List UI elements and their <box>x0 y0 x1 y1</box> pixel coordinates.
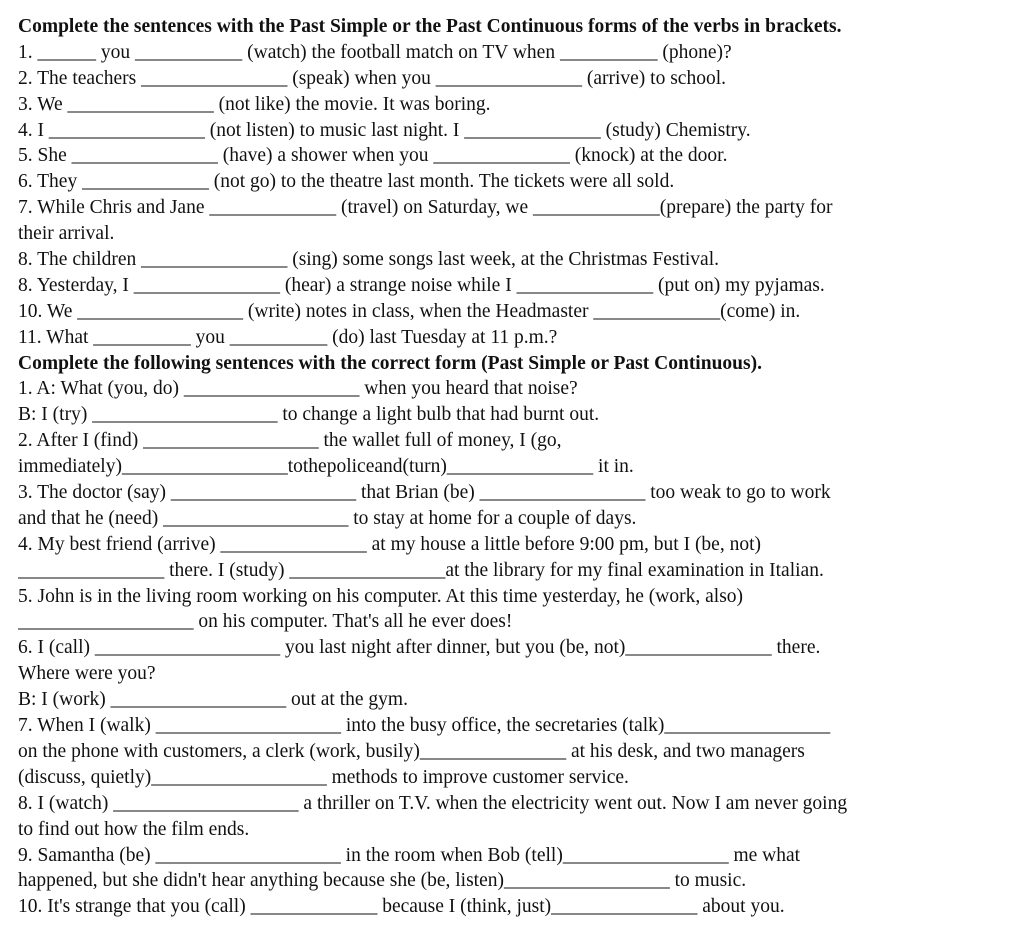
s2-line-5: 3. The doctor (say) ___________________ that Brian (be) _________________ too weak to go to work <box>18 482 831 504</box>
s2-line-6: and that he (need) ___________________ to stay at home for a couple of days. <box>18 507 637 529</box>
s1-line-12: 11. What __________ you __________ (do) last Tuesday at 11 p.m.? <box>18 326 558 348</box>
s2-line-12: Where were you? <box>18 663 156 685</box>
s2-line-17: 8. I (watch) ___________________ a thriller on T.V. when the electricity went out. Now I am never going <box>18 792 848 814</box>
s2-line-8: _______________ there. I (study) ________________at the library for my final examination in Italian. <box>18 559 824 581</box>
section1-instruction: Complete the sentences with the Past Simple or the Past Continuous forms of the verbs in brackets. <box>18 16 842 37</box>
section2-instruction: Complete the following sentences with the correct form (Past Simple or Past Continuous). <box>18 352 762 374</box>
s2-line-18: to find out how the film ends. <box>18 818 250 840</box>
s2-line-9: 5. John is in the living room working on his computer. At this time yesterday, he (work, also) <box>18 585 744 607</box>
s2-line-15: on the phone with customers, a clerk (work, busily)_______________ at his desk, and two managers <box>18 740 805 762</box>
s1-line-9: 8. The children _______________ (sing) some songs last week, at the Christmas Festival. <box>18 249 720 271</box>
s2-line-19: 9. Samantha (be) ___________________ in the room when Bob (tell)_________________ me what <box>18 844 801 866</box>
s1-line-11: 10. We _________________ (write) notes in class, when the Headmaster _____________(come) in. <box>18 300 801 322</box>
s1-line-6: 6. They _____________ (not go) to the theatre last month. The tickets were all sold. <box>18 171 675 193</box>
s1-line-8: their arrival. <box>18 223 115 245</box>
s2-line-13: B: I (work) __________________ out at the gym. <box>18 689 408 711</box>
s2-line-7: 4. My best friend (arrive) _______________ at my house a little before 9:00 pm, but I (be, not) <box>18 533 761 555</box>
s1-line-10: 8. Yesterday, I _______________ (hear) a strange noise while I ______________ (put on) my pyjamas. <box>18 274 825 296</box>
s1-line-4: 4. I ________________ (not listen) to music last night. I ______________ (study) Chemistry. <box>18 119 751 141</box>
s1-line-2: 2. The teachers _______________ (speak) when you _______________ (arrive) to school. <box>18 67 726 89</box>
s2-line-3: 2. After I (find) __________________ the wallet full of money, I (go, <box>18 430 562 452</box>
s2-line-11: 6. I (call) ___________________ you last night after dinner, but you (be, not)_______________ there. <box>18 637 821 659</box>
s2-line-20: happened, but she didn't hear anything because she (be, listen)_________________ to music. <box>18 870 747 892</box>
s2-line-14: 7. When I (walk) ___________________ into the busy office, the secretaries (talk)_________________ <box>18 715 831 737</box>
s1-line-3: 3. We _______________ (not like) the movie. It was boring. <box>18 93 491 115</box>
s2-line-16: (discuss, quietly)__________________ methods to improve customer service. <box>18 766 629 788</box>
s2-line-10: __________________ on his computer. That's all he ever does! <box>18 611 513 633</box>
s1-line-1: 1. ______ you ___________ (watch) the football match on TV when __________ (phone)? <box>18 41 732 63</box>
s2-line-4: immediately)_________________tothepoliceand(turn)_______________ it in. <box>18 456 634 478</box>
s2-line-21: 10. It's strange that you (call) _____________ because I (think, just)_______________ about you. <box>18 896 785 918</box>
s2-line-2: B: I (try) ___________________ to change a light bulb that had burnt out. <box>18 404 600 426</box>
s2-line-1: 1. A: What (you, do) __________________ when you heard that noise? <box>18 378 578 400</box>
s1-line-5: 5. She _______________ (have) a shower when you ______________ (knock) at the door. <box>18 145 728 167</box>
s1-line-7: 7. While Chris and Jane _____________ (travel) on Saturday, we _____________(prepare) the party for <box>18 197 833 219</box>
